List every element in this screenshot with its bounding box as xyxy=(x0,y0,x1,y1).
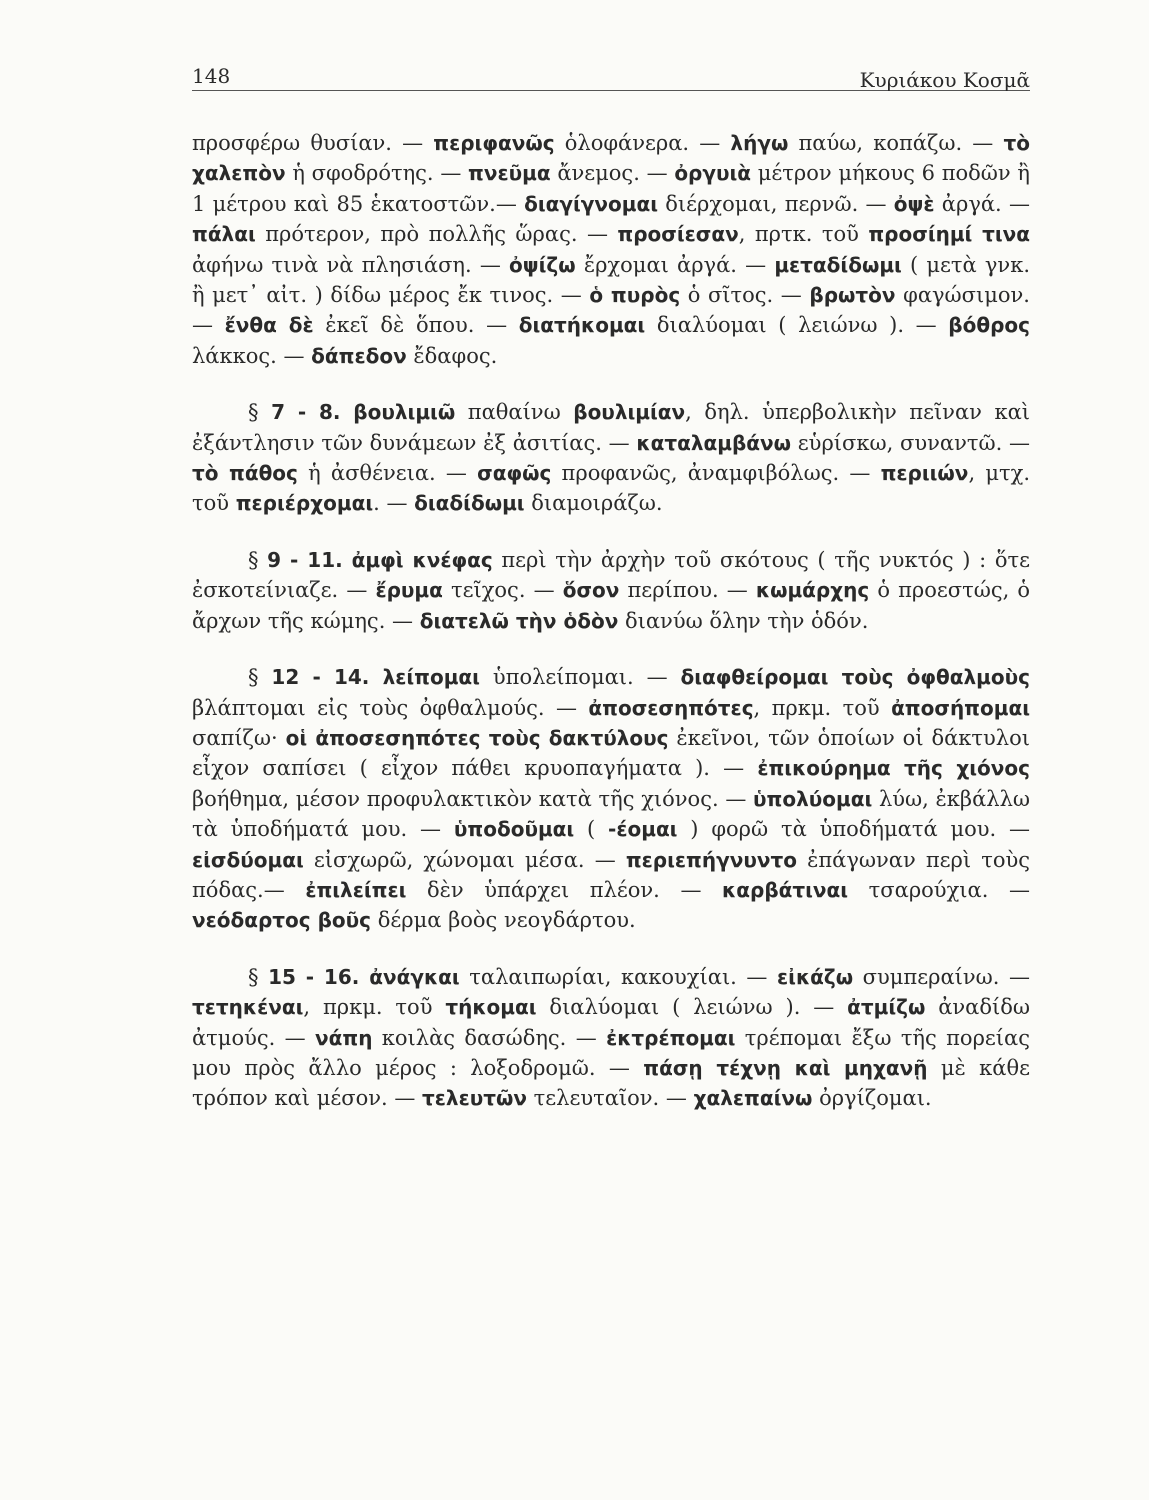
lemma-term: σαφῶς xyxy=(477,461,552,486)
gloss-text: ὁλοφάνερα. — xyxy=(554,131,731,155)
lemma-term: προσίεσαν xyxy=(617,222,739,247)
gloss-text: συμπεραίνω. — xyxy=(853,964,1030,989)
gloss-text: ἡ ἀσθένεια. — xyxy=(297,461,478,486)
lemma-term: πάσῃ τέχνῃ καὶ μηχανῇ xyxy=(643,1055,928,1080)
lemma-term: 15 - 16. ἀνάγκαι xyxy=(268,964,460,989)
gloss-text: ( xyxy=(574,817,609,842)
gloss-text: . — xyxy=(373,491,415,516)
lemma-term: ἐκτρέπομαι xyxy=(606,1025,736,1050)
page-body xyxy=(192,128,1030,1140)
lemma-term: διαδίδωμι xyxy=(414,491,525,516)
gloss-text: ὁ προεστώς, ὁ ἄρχων τῆς κώμης. — xyxy=(192,578,1031,633)
lemma-term: ἔνθα δὲ xyxy=(224,313,314,338)
gloss-text: § xyxy=(248,547,268,572)
lemma-term: πάλαι xyxy=(192,222,256,247)
gloss-text: εὑρίσκω, συναντῶ. — xyxy=(791,430,1031,455)
gloss-text: διέρχομαι, περνῶ. — xyxy=(658,191,894,216)
gloss-text: § xyxy=(248,964,269,989)
lemma-term: περιιών xyxy=(880,461,969,486)
gloss-text: ἐπάγωναν περὶ τοὺς πόδας.— xyxy=(192,847,1031,902)
page-header xyxy=(192,60,1030,91)
gloss-text: ἐκεῖνοι, τῶν ὁποίων οἱ δάκτυλοι εἶχον σαπίσει ( εἶχον πάθει κρυοπαγήματα ). — xyxy=(192,725,1030,781)
gloss-text: πρότερον, πρὸ πολλῆς ὥρας. — xyxy=(255,222,618,247)
gloss-text: εἰσχωρῶ, χώνομαι μέσα. — xyxy=(303,847,626,872)
lemma-term: περιφανῶς xyxy=(433,131,555,155)
lemma-term: καρβάτιναι xyxy=(722,877,849,902)
gloss-text: σαπίζω· xyxy=(192,725,286,750)
lemma-term: ἔρυμα xyxy=(375,578,443,603)
lemma-term: χαλεπαίνω xyxy=(693,1086,813,1111)
gloss-text: περίπου. — xyxy=(619,578,756,603)
lemma-term: ἀποσήπομαι xyxy=(891,695,1030,720)
gloss-text: τεῖχος. — xyxy=(442,578,563,603)
lemma-term: τετηκέναι xyxy=(192,995,304,1020)
lemma-term: τελευτῶν xyxy=(422,1086,527,1111)
lemma-term: 7 - 8. βουλιμιῶ xyxy=(271,400,456,425)
gloss-text: ἐκεῖ δὲ ὅπου. — xyxy=(313,313,519,338)
lemma-term: βόθρος xyxy=(948,313,1030,338)
lemma-term: εἰσδύομαι xyxy=(192,847,304,872)
lemma-term: μεταδίδωμι xyxy=(774,252,902,277)
gloss-text: προφανῶς, ἀναμφιβόλως. — xyxy=(551,461,881,486)
gloss-text: § xyxy=(248,665,272,690)
section-paragraph xyxy=(192,397,1030,519)
gloss-text: φαγώσιμον. — xyxy=(192,283,1030,338)
gloss-text: ἄνεμος. — xyxy=(550,161,675,186)
lemma-term: λήγω xyxy=(730,131,789,155)
lemma-term: τήκομαι xyxy=(445,995,537,1020)
lemma-term: ἐπικούρημα τῆς χιόνος xyxy=(757,756,1030,781)
lemma-term: νεόδαρτος βοῦς xyxy=(192,908,372,933)
lemma-term: διατήκομαι xyxy=(518,313,646,338)
lemma-term: περιέρχομαι xyxy=(235,491,374,516)
lemma-term: ἐπιλείπει xyxy=(305,877,407,902)
lemma-term: 12 - 14. λείπομαι xyxy=(271,665,480,690)
gloss-text: , μτχ. τοῦ xyxy=(192,461,1030,516)
gloss-text: λάκκος. — xyxy=(192,343,312,368)
gloss-text: τσαρούχια. — xyxy=(848,877,1030,902)
gloss-text: ὑπολείπομαι. — xyxy=(479,665,681,690)
gloss-text: διαλύομαι ( λειώνω ). — xyxy=(536,995,848,1020)
lemma-term: πνεῦμα xyxy=(468,161,551,186)
gloss-text: ( μετὰ γνκ. ἢ μετ᾽ αἰτ. ) δίδω μέρος ἔκ τινος. — xyxy=(192,252,1030,308)
lemma-term: νάπη xyxy=(315,1025,373,1050)
gloss-text: βοήθημα, μέσον προφυλακτικὸν κατὰ τῆς χιόνος. — xyxy=(192,786,754,811)
gloss-text: τρέπομαι ἔξω τῆς πορείας μου πρὸς ἄλλο μέρος : λοξοδρομῶ. — xyxy=(192,1025,1030,1080)
lemma-term: ὑποδοῦμαι xyxy=(453,817,575,842)
gloss-text: τελευταῖον. — xyxy=(526,1086,694,1111)
lemma-term: εἰκάζω xyxy=(777,964,854,989)
gloss-text: ἀναδίδω ἀτμούς. — xyxy=(192,995,1031,1050)
gloss-text: κοιλὰς δασώδης. — xyxy=(372,1025,607,1050)
lemma-term: κωμάρχης xyxy=(755,578,870,603)
section-paragraph xyxy=(192,545,1030,636)
lemma-term: ἀτμίζω xyxy=(847,995,926,1020)
gloss-text: δέρμα βοὸς νεογδάρτου. xyxy=(371,908,636,933)
lemma-term: οἱ ἀποσεσηπότες τοὺς δακτύλους xyxy=(285,725,669,750)
gloss-text: ὀργίζομαι. xyxy=(812,1086,932,1111)
lemma-term: ὀψὲ xyxy=(893,191,935,216)
lemma-term: διαφθείρομαι τοὺς ὀφθαλμοὺς xyxy=(680,665,1031,690)
lemma-term: τὸ πάθος xyxy=(192,461,298,486)
lemma-term: ὀψίζω xyxy=(509,252,576,277)
lemma-term: βουλιμίαν xyxy=(573,400,686,425)
gloss-text: ὁ σῖτος. — xyxy=(680,283,810,308)
lemma-term: τὸ χαλεπὸν xyxy=(192,131,1030,186)
gloss-text: ἀργά. — xyxy=(934,191,1030,216)
running-title: Κυριάκου Κοσμᾶ xyxy=(859,68,1030,92)
gloss-text: δὲν ὑπάρχει πλέον. — xyxy=(406,877,723,902)
lemma-term: ὀργυιὰ xyxy=(674,161,752,186)
section-paragraph xyxy=(192,962,1030,1114)
page-number: 148 xyxy=(192,64,231,88)
gloss-text: ἔδαφος. xyxy=(406,343,498,368)
gloss-text: , δηλ. ὑπερβολικὴν πεῖναν καὶ ἐξάντλησιν τῶν δυνάμεων ἐξ ἀσιτίας. — xyxy=(192,400,1030,455)
lemma-term: διαγίγνομαι xyxy=(524,191,659,216)
gloss-text: , πρκμ. τοῦ xyxy=(753,695,892,720)
gloss-text: § xyxy=(248,400,272,425)
gloss-text: ἔρχομαι ἀργά. — xyxy=(575,252,775,277)
gloss-text: παθαίνω xyxy=(455,400,574,425)
lemma-term: διατελῶ τὴν ὁδὸν xyxy=(419,608,619,633)
lemma-term: βρωτὸν xyxy=(809,283,896,308)
gloss-text: ἡ σφοδρότης. — xyxy=(285,161,469,186)
lemma-term: δάπεδον xyxy=(311,343,407,368)
gloss-text: , πρτκ. τοῦ xyxy=(738,222,869,247)
section-paragraph xyxy=(192,662,1030,936)
gloss-text: , πρκμ. τοῦ xyxy=(303,995,446,1020)
gloss-text: ) φορῶ τὰ ὑποδήματά μου. — xyxy=(677,817,1031,842)
lemma-term: προσίημί τινα xyxy=(868,222,1031,247)
lemma-term: ἀποσεσηπότες xyxy=(588,695,754,720)
gloss-text: διαμοιράζω. xyxy=(524,491,663,516)
lemma-term: περιεπήγνυντο xyxy=(625,847,797,872)
gloss-text: διαλύομαι ( λειώνω ). — xyxy=(645,313,949,338)
paragraph xyxy=(192,128,1030,371)
gloss-text: προσφέρω θυσίαν. — xyxy=(192,131,434,155)
lemma-term: ὑπολύομαι xyxy=(753,786,873,811)
lemma-term: -έομαι xyxy=(608,817,678,842)
lemma-term: 9 - 11. ἀμφὶ κνέφας xyxy=(267,547,493,572)
gloss-text: μὲ κάθε τρόπον καὶ μέσον. — xyxy=(192,1055,1030,1111)
gloss-text: ἀφήνω τινὰ νὰ πλησιάση. — xyxy=(192,252,510,277)
gloss-text: μέτρον μήκους 6 ποδῶν ἢ 1 μέτρου καὶ 85 ἑκατοστῶν.— xyxy=(192,161,1030,216)
gloss-text: βλάπτομαι εἰς τοὺς ὀφθαλμούς. — xyxy=(192,695,589,720)
lemma-term: καταλαμβάνω xyxy=(636,430,792,455)
lemma-term: ὁ πυρὸς xyxy=(589,283,681,308)
gloss-text: παύω, κοπάζω. — xyxy=(788,131,1004,155)
gloss-text: ταλαιπωρίαι, κακουχίαι. — xyxy=(459,964,778,989)
gloss-text: περὶ τὴν ἀρχὴν τοῦ σκότους ( τῆς νυκτός ) : ὅτε ἐσκοτείνιαζε. — xyxy=(192,547,1030,603)
lemma-term: ὅσον xyxy=(562,578,620,603)
gloss-text: διανύω ὅλην τὴν ὁδόν. xyxy=(618,608,869,633)
gloss-text: λύω, ἐκβάλλω τὰ ὑποδήματά μου. — xyxy=(192,786,1030,842)
